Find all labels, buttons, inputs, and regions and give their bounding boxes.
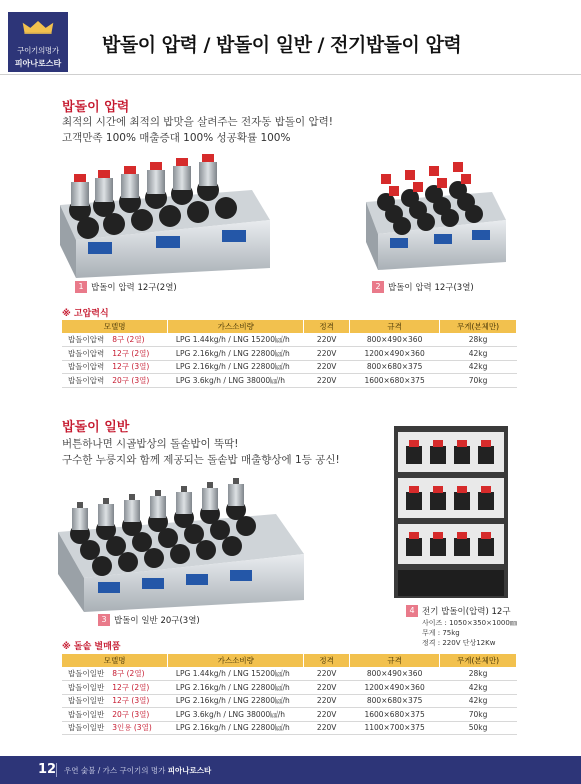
section2-title: 밥돌이 일반: [62, 420, 130, 435]
model-name: 밥돌이일반: [68, 696, 105, 706]
table-row: [62, 333, 517, 347]
footer-tagline: 우연 숯불 / 가스 구이기의 명가: [64, 766, 166, 775]
model-spec: 12구 (2열): [112, 682, 150, 692]
product3-number: 3: [98, 614, 110, 626]
model-cell: [62, 374, 168, 388]
size-cell: 800×680×375: [350, 694, 440, 708]
fuel-cell: LPG 2.16kg/h / LNG 22800㎉/h: [168, 694, 304, 708]
table-row: [62, 721, 517, 735]
table1-header: 무게(본체만): [440, 320, 517, 333]
table-row: [62, 347, 517, 361]
table2-header: 가스소비량: [168, 654, 304, 667]
table1-header: 정격: [304, 320, 350, 333]
fuel-cell: LPG 3.6kg/h / LNG 38000㎉/h: [168, 374, 304, 388]
weight-cell: 70kg: [440, 374, 517, 388]
table2-label: ※ 돌솥 별매품: [62, 642, 121, 652]
table1: [62, 320, 517, 388]
product1-number: 1: [75, 281, 87, 293]
voltage-cell: 220V: [304, 360, 350, 374]
model-cell: [62, 333, 168, 347]
model-spec: 8구 (2열): [112, 669, 145, 678]
model-name: 밥돌이일반: [68, 709, 105, 719]
model-cell: [62, 721, 168, 735]
product4-size: 사이즈 : 1050×350×1000㎜: [422, 619, 517, 627]
model-name: 밥돌이일반: [68, 723, 105, 733]
model-cell: [62, 681, 168, 695]
voltage-cell: 220V: [304, 721, 350, 735]
voltage-cell: 220V: [304, 347, 350, 361]
product4-specs: [422, 618, 517, 648]
product1-caption: [75, 281, 177, 293]
section1-desc2: 고객만족 100% 매출증대 100% 성공확률 100%: [62, 132, 291, 144]
table2-header-row: [62, 654, 517, 667]
size-cell: 1100×700×375: [350, 721, 440, 735]
footer-divider: [56, 763, 57, 777]
product2-caption: [372, 281, 474, 293]
fuel-cell: LPG 1.44kg/h / LNG 15200㎉/h: [168, 667, 304, 681]
product3-label: 밥돌이 일반 20구(3열): [114, 616, 200, 626]
footer-brand: 피아나로스타: [167, 766, 212, 775]
model-spec: 20구 (3열): [112, 709, 150, 719]
size-cell: 800×490×360: [350, 333, 440, 347]
table-row: [62, 374, 517, 388]
weight-cell: 42kg: [440, 681, 517, 695]
badge-line1: 구이기의명가: [17, 46, 59, 55]
table-row: [62, 694, 517, 708]
section2-desc1: 버튼하나면 시골밥상의 돌솥밥이 뚝딱!: [62, 438, 239, 450]
model-spec: 12구 (3열): [112, 362, 150, 372]
size-cell: 800×490×360: [350, 667, 440, 681]
model-name: 밥돌이일반: [68, 682, 105, 692]
table2: [62, 654, 517, 735]
voltage-cell: 220V: [304, 667, 350, 681]
fuel-cell: LPG 2.16kg/h / LNG 22800㎉/h: [168, 681, 304, 695]
weight-cell: 50kg: [440, 721, 517, 735]
table1-header-row: [62, 320, 517, 333]
brand-badge: [8, 12, 68, 72]
size-cell: 1200×490×360: [350, 347, 440, 361]
product4-label: 전기 밥돌이(압력) 12구: [422, 607, 511, 617]
product4-number: 4: [406, 605, 418, 617]
product1-label: 밥돌이 압력 12구(2열): [91, 283, 177, 293]
fuel-cell: LPG 2.16kg/h / LNG 22800㎉/h: [168, 360, 304, 374]
fuel-cell: LPG 1.44kg/h / LNG 15200㎉/h: [168, 333, 304, 347]
voltage-cell: 220V: [304, 708, 350, 722]
model-spec: 12구 (2열): [112, 348, 150, 358]
title-divider: [0, 74, 581, 75]
model-name: 밥돌이압력: [68, 348, 105, 358]
weight-cell: 42kg: [440, 694, 517, 708]
section1-title: 밥돌이 압력: [62, 100, 130, 115]
model-spec: 8구 (2열): [112, 335, 145, 344]
footer-text: [64, 765, 211, 776]
product4-image: [392, 424, 510, 600]
voltage-cell: 220V: [304, 333, 350, 347]
fuel-cell: LPG 3.6kg/h / LNG 38000㎉/h: [168, 708, 304, 722]
model-cell: [62, 360, 168, 374]
section2-desc2: 구수한 누룽지와 함께 제공되는 돌솥밥 매출향상에 1등 공신!: [62, 454, 340, 466]
product2-image: [360, 152, 510, 272]
voltage-cell: 220V: [304, 694, 350, 708]
table2-header: 규격: [350, 654, 440, 667]
model-spec: 20구 (3열): [112, 375, 150, 385]
voltage-cell: 220V: [304, 681, 350, 695]
table1-header: 규격: [350, 320, 440, 333]
page-number: 12: [38, 762, 57, 777]
table1-header: 가스소비량: [168, 320, 304, 333]
model-spec: 12구 (3열): [112, 696, 150, 706]
product4-voltage: 정격 : 220V 단상12Kw: [422, 639, 496, 647]
table-row: [62, 681, 517, 695]
table1-header: 모델명: [62, 320, 168, 333]
product2-label: 밥돌이 압력 12구(3열): [388, 283, 474, 293]
model-cell: [62, 347, 168, 361]
model-name: 밥돌이압력: [68, 362, 105, 372]
weight-cell: 28kg: [440, 333, 517, 347]
model-cell: [62, 708, 168, 722]
model-spec: 3인용 (3열): [112, 723, 152, 733]
size-cell: 1200×490×360: [350, 681, 440, 695]
product2-number: 2: [372, 281, 384, 293]
fuel-cell: LPG 2.16kg/h / LNG 22800㎉/h: [168, 721, 304, 735]
table1-label: ※ 고압력식: [62, 309, 109, 319]
model-cell: [62, 694, 168, 708]
weight-cell: 42kg: [440, 360, 517, 374]
table-row: [62, 667, 517, 681]
table2-header: 모델명: [62, 654, 168, 667]
model-cell: [62, 667, 168, 681]
product4-caption: [406, 605, 511, 617]
product3-image: [50, 474, 310, 612]
product1-image: [52, 150, 274, 278]
section1-desc1: 최적의 시간에 최적의 밥맛을 살려주는 전자동 밥돌이 압력!: [62, 116, 334, 128]
table-row: [62, 360, 517, 374]
model-name: 밥돌이압력: [68, 335, 105, 344]
table-row: [62, 708, 517, 722]
badge-line2: 피아나로스타: [14, 59, 62, 68]
page-title: 밥돌이 압력 / 밥돌이 일반 / 전기밥돌이 압력: [102, 34, 462, 56]
size-cell: 1600×680×375: [350, 374, 440, 388]
table2-header: 무게(본체만): [440, 654, 517, 667]
voltage-cell: 220V: [304, 374, 350, 388]
weight-cell: 70kg: [440, 708, 517, 722]
page-footer: [0, 756, 581, 784]
size-cell: 1600×680×375: [350, 708, 440, 722]
weight-cell: 28kg: [440, 667, 517, 681]
weight-cell: 42kg: [440, 347, 517, 361]
size-cell: 800×680×375: [350, 360, 440, 374]
fuel-cell: LPG 2.16kg/h / LNG 22800㎉/h: [168, 347, 304, 361]
table2-header: 정격: [304, 654, 350, 667]
model-name: 밥돌이압력: [68, 375, 105, 385]
model-name: 밥돌이일반: [68, 669, 105, 678]
product4-weight: 무게 : 75kg: [422, 629, 460, 637]
crown-icon: [21, 18, 55, 36]
product3-caption: [98, 614, 200, 626]
